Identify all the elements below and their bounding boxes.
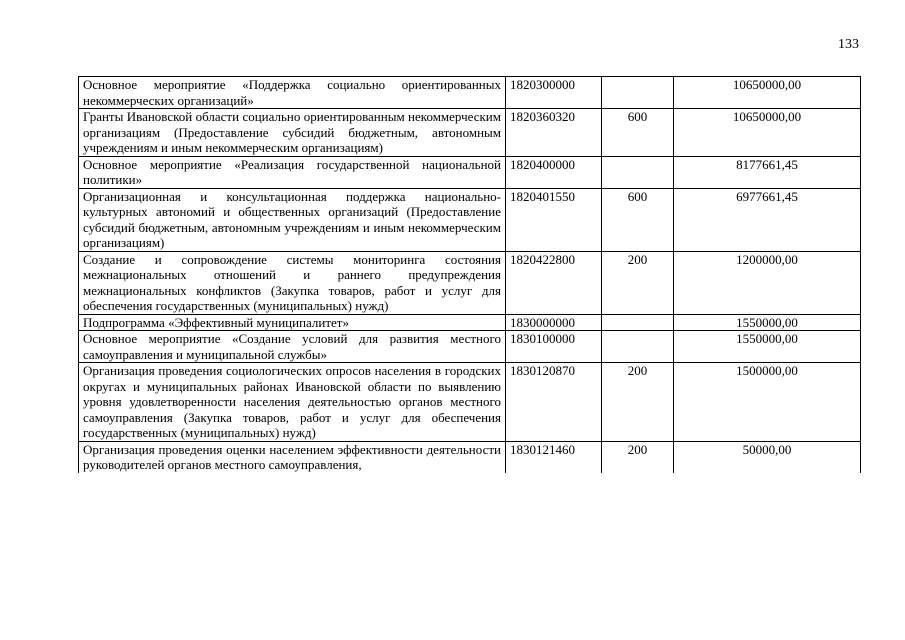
row-name: Гранты Ивановской области социально ориентированным некоммерческим организациям (Предоставление субсидий бюджетным, автономным учреждениям и иным некоммерческим организациям) bbox=[79, 109, 506, 157]
row-type bbox=[602, 314, 674, 331]
row-name: Основное мероприятие «Создание условий для развития местного самоуправления и муниципальной службы» bbox=[79, 331, 506, 363]
row-code: 1820300000 bbox=[506, 77, 602, 109]
row-name: Основное мероприятие «Поддержка социально ориентированных некоммерческих организаций» bbox=[79, 77, 506, 109]
table-row bbox=[79, 156, 861, 188]
row-sum: 1550000,00 bbox=[674, 314, 861, 331]
row-code: 1830121460 bbox=[506, 441, 602, 473]
table-row bbox=[79, 314, 861, 331]
row-sum: 1500000,00 bbox=[674, 363, 861, 442]
row-type: 200 bbox=[602, 363, 674, 442]
row-type bbox=[602, 331, 674, 363]
row-code: 1820360320 bbox=[506, 109, 602, 157]
table-row bbox=[79, 331, 861, 363]
row-name: Основное мероприятие «Реализация государственной национальной политики» bbox=[79, 156, 506, 188]
row-sum: 1550000,00 bbox=[674, 331, 861, 363]
row-code: 1830120870 bbox=[506, 363, 602, 442]
row-type: 200 bbox=[602, 251, 674, 314]
table-row bbox=[79, 109, 861, 157]
row-sum: 1200000,00 bbox=[674, 251, 861, 314]
row-name: Организация проведения социологических опросов населения в городских округах и муниципальных районах Ивановской области по выявлению уровня удовлетворенности населения деятельностью органов местного самоуправления (Закупка товаров, работ и услуг для обеспечения государственных (муниципальных) нужд) bbox=[79, 363, 506, 442]
table-row bbox=[79, 363, 861, 442]
table-row bbox=[79, 441, 861, 473]
table-row bbox=[79, 77, 861, 109]
row-sum: 8177661,45 bbox=[674, 156, 861, 188]
row-type: 600 bbox=[602, 188, 674, 251]
row-sum: 6977661,45 bbox=[674, 188, 861, 251]
budget-table bbox=[78, 76, 861, 473]
row-type: 600 bbox=[602, 109, 674, 157]
row-name: Создание и сопровождение системы мониторинга состояния межнациональных отношений и раннего предупреждения межнациональных конфликтов (Закупка товаров, работ и услуг для обеспечения государственных (муниципальных) нужд) bbox=[79, 251, 506, 314]
row-type bbox=[602, 156, 674, 188]
row-name: Организация проведения оценки населением эффективности деятельности руководителей органов местного самоуправления, bbox=[79, 441, 506, 473]
page-number: 133 bbox=[838, 37, 859, 52]
row-code: 1820401550 bbox=[506, 188, 602, 251]
row-name: Подпрограмма «Эффективный муниципалитет» bbox=[79, 314, 506, 331]
row-sum: 10650000,00 bbox=[674, 109, 861, 157]
row-code: 1820400000 bbox=[506, 156, 602, 188]
table-row bbox=[79, 251, 861, 314]
row-code: 1820422800 bbox=[506, 251, 602, 314]
row-name: Организационная и консультационная поддержка национально-культурных автономий и общественных организаций (Предоставление субсидий бюджетным, автономным учреждениям и иным некоммерческим организациям) bbox=[79, 188, 506, 251]
row-code: 1830000000 bbox=[506, 314, 602, 331]
row-code: 1830100000 bbox=[506, 331, 602, 363]
row-type: 200 bbox=[602, 441, 674, 473]
row-sum: 10650000,00 bbox=[674, 77, 861, 109]
row-type bbox=[602, 77, 674, 109]
table-row bbox=[79, 188, 861, 251]
row-sum: 50000,00 bbox=[674, 441, 861, 473]
